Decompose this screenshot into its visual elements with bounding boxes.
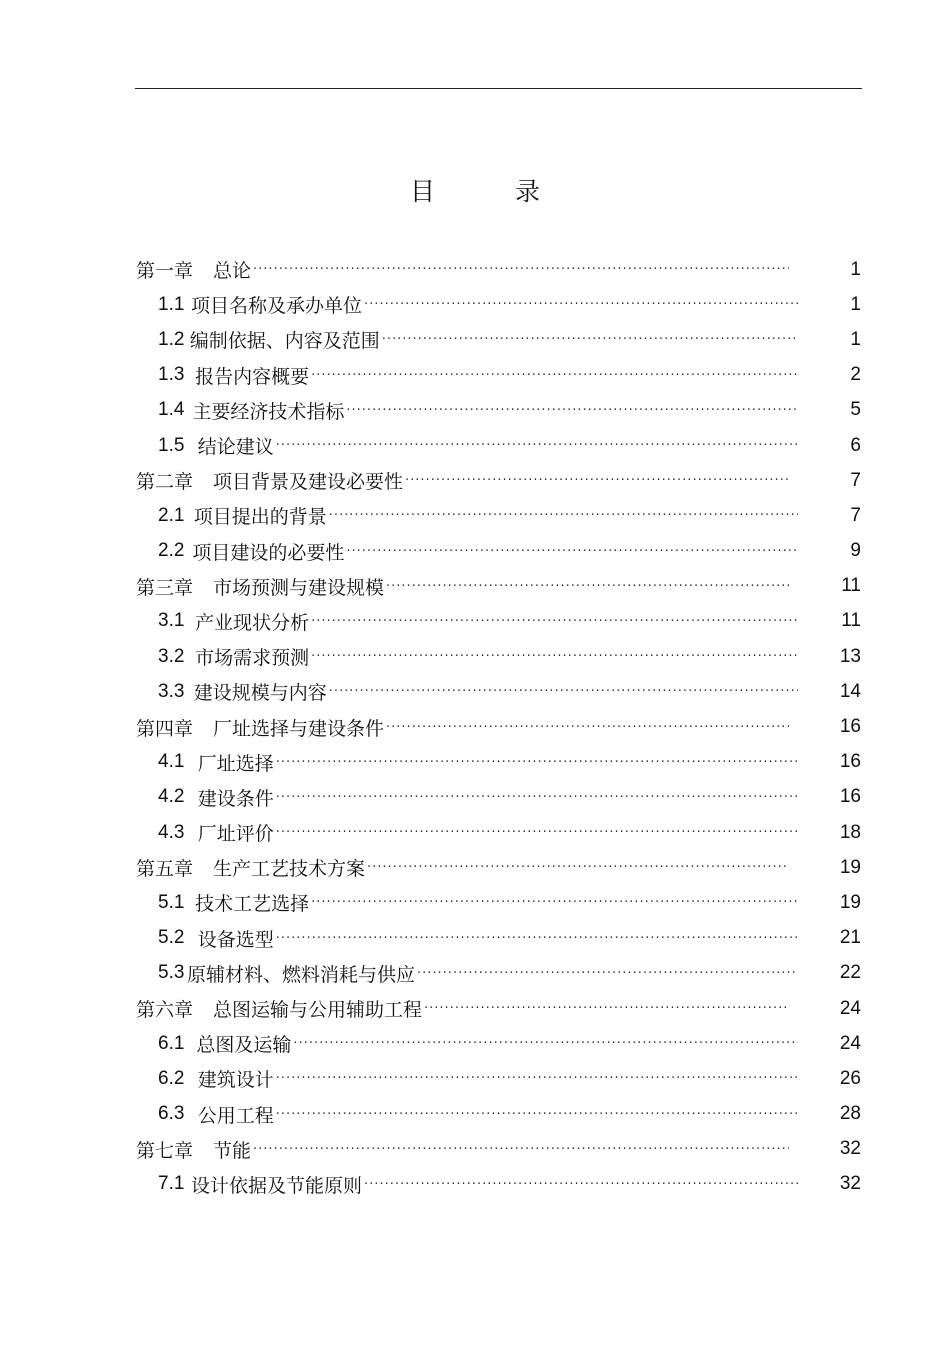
toc-dot-leader bbox=[329, 508, 798, 523]
toc-dot-leader bbox=[364, 297, 798, 312]
toc-entry-page-number: 22 bbox=[839, 962, 861, 984]
toc-entry-lead bbox=[136, 538, 798, 565]
toc-entry-label: 总论 bbox=[213, 260, 252, 283]
toc-entry-lead bbox=[136, 678, 798, 705]
toc-entry-label: 项目名称及承办单位 bbox=[191, 295, 363, 318]
toc-entry-page-number: 7 bbox=[850, 504, 861, 526]
toc-dot-leader bbox=[276, 755, 798, 770]
toc-entry-page-number: 1 bbox=[850, 328, 861, 350]
toc-entry-page-number: 9 bbox=[850, 540, 861, 562]
toc-entry-number: 6.2 bbox=[158, 1067, 185, 1089]
toc-section-entry[interactable] bbox=[136, 498, 861, 533]
toc-entry-lead bbox=[136, 889, 798, 916]
toc-dot-leader bbox=[311, 895, 798, 910]
toc-entry-label: 建设规模与内容 bbox=[193, 682, 327, 705]
toc-section-entry[interactable] bbox=[136, 956, 861, 991]
toc-dot-leader bbox=[276, 438, 798, 453]
toc-entry-page-number: 32 bbox=[839, 1138, 861, 1160]
toc-entry-label: 建设条件 bbox=[197, 787, 274, 810]
toc-entry-label: 厂址选择 bbox=[197, 752, 274, 775]
toc-entry-page-number: 14 bbox=[839, 680, 861, 702]
toc-entry-number: 7.1 bbox=[158, 1173, 185, 1195]
toc-section-entry[interactable] bbox=[136, 885, 861, 920]
toc-entry-number: 第一章 bbox=[136, 261, 194, 283]
toc-dot-leader bbox=[253, 1142, 789, 1157]
toc-entry-lead bbox=[136, 749, 798, 776]
toc-section-entry[interactable] bbox=[136, 1026, 861, 1061]
toc-dot-leader bbox=[276, 931, 798, 946]
toc-entry-page-number: 32 bbox=[839, 1173, 861, 1195]
toc-entry-label: 市场需求预测 bbox=[195, 647, 310, 670]
toc-entry-lead bbox=[136, 1171, 798, 1198]
table-of-contents bbox=[136, 252, 861, 1202]
toc-entry-label: 设计依据及节能原则 bbox=[191, 1174, 363, 1197]
toc-section-entry[interactable] bbox=[136, 1097, 861, 1132]
toc-entry-page-number: 21 bbox=[839, 927, 861, 949]
toc-entry-label: 原辅材料、燃料消耗与供应 bbox=[187, 963, 416, 986]
toc-dot-leader bbox=[346, 403, 798, 418]
toc-entry-lead bbox=[136, 1101, 798, 1128]
toc-entry-lead bbox=[136, 256, 789, 283]
toc-entry-number: 第七章 bbox=[136, 1140, 194, 1162]
toc-entry-lead bbox=[136, 1136, 789, 1163]
toc-entry-page-number: 26 bbox=[839, 1067, 861, 1089]
toc-chapter-entry[interactable] bbox=[136, 252, 861, 287]
toc-entry-page-number: 1 bbox=[850, 258, 861, 280]
toc-entry-number: 3.3 bbox=[158, 680, 185, 702]
toc-entry-lead bbox=[136, 573, 789, 600]
toc-chapter-entry[interactable] bbox=[136, 1132, 861, 1167]
toc-entry-page-number: 11 bbox=[841, 575, 861, 597]
toc-entry-lead bbox=[136, 714, 789, 741]
toc-entry-page-number: 7 bbox=[850, 469, 861, 491]
toc-dot-leader bbox=[367, 860, 789, 875]
toc-entry-page-number: 24 bbox=[839, 997, 861, 1019]
toc-entry-page-number: 16 bbox=[839, 786, 861, 808]
toc-entry-number: 第四章 bbox=[136, 718, 194, 740]
toc-entry-number: 4.2 bbox=[158, 786, 185, 808]
toc-dot-leader bbox=[382, 332, 798, 347]
toc-dot-leader bbox=[293, 1036, 798, 1051]
toc-entry-lead bbox=[136, 362, 798, 389]
toc-entry-page-number: 28 bbox=[839, 1103, 861, 1125]
toc-chapter-entry[interactable] bbox=[136, 709, 861, 744]
toc-dot-leader bbox=[276, 1107, 798, 1122]
toc-entry-lead bbox=[136, 397, 798, 424]
toc-chapter-entry[interactable] bbox=[136, 463, 861, 498]
toc-entry-number: 5.2 bbox=[158, 927, 185, 949]
toc-chapter-entry[interactable] bbox=[136, 991, 861, 1026]
toc-section-entry[interactable] bbox=[136, 604, 861, 639]
toc-entry-page-number: 24 bbox=[839, 1032, 861, 1054]
toc-entry-lead bbox=[136, 291, 798, 318]
toc-entry-number: 5.3 bbox=[158, 962, 185, 984]
toc-entry-page-number: 6 bbox=[850, 434, 861, 456]
toc-chapter-entry[interactable] bbox=[136, 850, 861, 885]
toc-entry-label: 产业现状分析 bbox=[195, 611, 310, 634]
toc-entry-page-number: 11 bbox=[841, 610, 861, 632]
toc-dot-leader bbox=[424, 1001, 789, 1016]
toc-entry-number: 第六章 bbox=[136, 1000, 194, 1022]
toc-section-entry[interactable] bbox=[136, 1061, 861, 1096]
toc-entry-number: 3.1 bbox=[158, 610, 185, 632]
toc-entry-number: 5.1 bbox=[158, 891, 185, 913]
toc-entry-lead bbox=[136, 819, 798, 846]
toc-entry-label: 技术工艺选择 bbox=[195, 893, 310, 916]
toc-entry-lead bbox=[136, 925, 798, 952]
toc-entry-label: 厂址评价 bbox=[197, 823, 274, 846]
toc-entry-label: 报告内容概要 bbox=[195, 365, 310, 388]
toc-entry-label: 节能 bbox=[213, 1139, 252, 1162]
toc-dot-leader bbox=[311, 649, 798, 664]
toc-dot-leader bbox=[346, 544, 798, 559]
toc-entry-page-number: 19 bbox=[839, 891, 861, 913]
toc-entry-page-number: 2 bbox=[850, 364, 861, 386]
toc-entry-page-number: 1 bbox=[850, 293, 861, 315]
toc-dot-leader bbox=[311, 614, 798, 629]
toc-entry-page-number: 16 bbox=[839, 716, 861, 738]
toc-section-entry[interactable] bbox=[136, 780, 861, 815]
toc-entry-lead bbox=[136, 995, 789, 1022]
toc-entry-page-number: 19 bbox=[839, 856, 861, 878]
toc-entry-label: 编制依据、内容及范围 bbox=[189, 330, 380, 353]
toc-entry-lead bbox=[136, 608, 798, 635]
toc-entry-number: 6.1 bbox=[158, 1032, 185, 1054]
toc-entry-number: 1.2 bbox=[158, 328, 185, 350]
toc-entry-label: 项目建设的必要性 bbox=[192, 541, 345, 564]
toc-section-entry[interactable] bbox=[136, 639, 861, 674]
toc-entry-number: 2.1 bbox=[158, 504, 185, 526]
toc-entry-label: 结论建议 bbox=[197, 436, 274, 459]
toc-section-entry[interactable] bbox=[136, 358, 861, 393]
toc-entry-label: 市场预测与建设规模 bbox=[213, 576, 385, 599]
toc-entry-label: 设备选型 bbox=[197, 928, 274, 951]
toc-section-entry[interactable] bbox=[136, 393, 861, 428]
toc-entry-number: 3.2 bbox=[158, 645, 185, 667]
toc-entry-number: 1.4 bbox=[158, 399, 185, 421]
toc-entry-lead bbox=[136, 432, 798, 459]
toc-entry-lead bbox=[136, 960, 798, 987]
header-rule bbox=[135, 88, 862, 89]
toc-dot-leader bbox=[386, 579, 789, 594]
toc-entry-number: 1.1 bbox=[158, 293, 185, 315]
toc-entry-lead bbox=[136, 502, 798, 529]
toc-entry-label: 公用工程 bbox=[197, 1104, 274, 1127]
toc-dot-leader bbox=[276, 790, 798, 805]
toc-entry-label: 总图运输与公用辅助工程 bbox=[213, 999, 423, 1022]
toc-entry-label: 主要经济技术指标 bbox=[192, 400, 345, 423]
toc-section-entry[interactable] bbox=[136, 674, 861, 709]
toc-entry-lead bbox=[136, 784, 798, 811]
toc-entry-label: 生产工艺技术方案 bbox=[213, 858, 366, 881]
toc-entry-number: 第五章 bbox=[136, 859, 194, 881]
toc-dot-leader bbox=[364, 1177, 798, 1192]
page-title: 目 录 bbox=[410, 177, 576, 206]
toc-section-entry[interactable] bbox=[136, 921, 861, 956]
toc-entry-number: 2.2 bbox=[158, 540, 185, 562]
toc-dot-leader bbox=[311, 368, 798, 383]
toc-dot-leader bbox=[417, 966, 798, 981]
toc-entry-page-number: 5 bbox=[850, 399, 861, 421]
toc-entry-label: 项目背景及建设必要性 bbox=[213, 471, 404, 494]
toc-entry-page-number: 18 bbox=[839, 821, 861, 843]
toc-entry-page-number: 16 bbox=[839, 751, 861, 773]
toc-dot-leader bbox=[253, 262, 789, 277]
toc-entry-number: 4.3 bbox=[158, 821, 185, 843]
toc-section-entry[interactable] bbox=[136, 534, 861, 569]
toc-entry-lead bbox=[136, 1030, 798, 1057]
toc-section-entry[interactable] bbox=[136, 428, 861, 463]
toc-entry-label: 厂址选择与建设条件 bbox=[213, 717, 385, 740]
toc-entry-page-number: 13 bbox=[839, 645, 861, 667]
toc-entry-number: 4.1 bbox=[158, 751, 185, 773]
toc-entry-number: 第三章 bbox=[136, 577, 194, 599]
toc-entry-lead bbox=[136, 854, 789, 881]
toc-section-entry[interactable] bbox=[136, 287, 861, 322]
toc-dot-leader bbox=[329, 684, 798, 699]
toc-dot-leader bbox=[276, 825, 798, 840]
toc-entry-number: 1.3 bbox=[158, 364, 185, 386]
toc-section-entry[interactable] bbox=[136, 815, 861, 850]
toc-section-entry[interactable] bbox=[136, 745, 861, 780]
toc-dot-leader bbox=[405, 473, 789, 488]
toc-entry-number: 1.5 bbox=[158, 434, 185, 456]
toc-entry-number: 6.3 bbox=[158, 1103, 185, 1125]
toc-entry-label: 建筑设计 bbox=[197, 1069, 274, 1092]
toc-entry-number: 第二章 bbox=[136, 472, 194, 494]
toc-chapter-entry[interactable] bbox=[136, 569, 861, 604]
toc-entry-lead bbox=[136, 326, 798, 353]
toc-entry-lead bbox=[136, 467, 789, 494]
toc-section-entry[interactable] bbox=[136, 322, 861, 357]
toc-section-entry[interactable] bbox=[136, 1167, 861, 1202]
toc-dot-leader bbox=[276, 1071, 798, 1086]
toc-entry-lead bbox=[136, 1065, 798, 1092]
toc-entry-lead bbox=[136, 643, 798, 670]
toc-entry-label: 项目提出的背景 bbox=[193, 506, 327, 529]
toc-dot-leader bbox=[386, 720, 789, 735]
toc-entry-label: 总图及运输 bbox=[196, 1034, 292, 1057]
